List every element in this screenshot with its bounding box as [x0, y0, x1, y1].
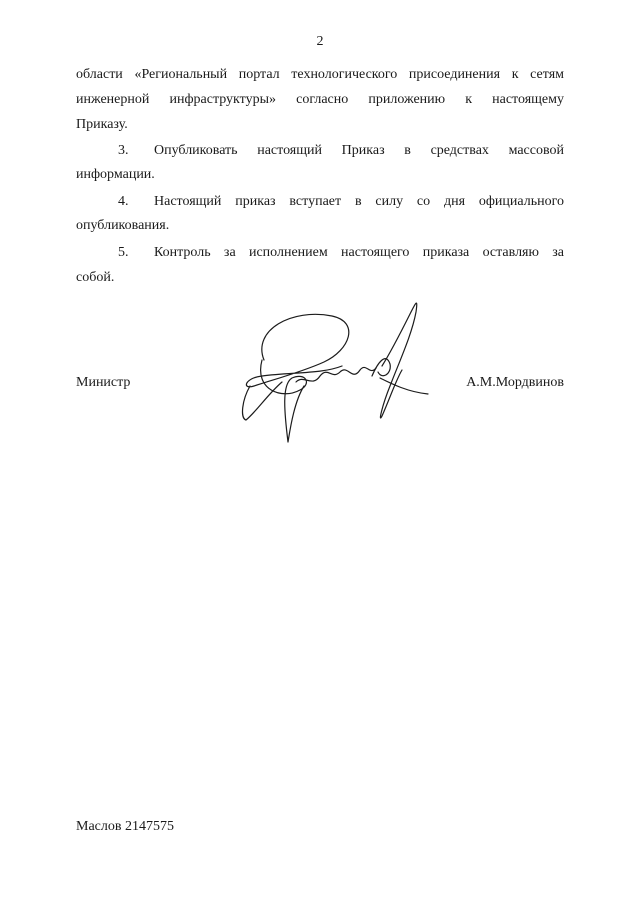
item-number: 5.: [118, 245, 129, 260]
page-number: 2: [316, 34, 324, 49]
item-5-continuation: собой.: [76, 270, 115, 285]
item-text: Настоящий приказ вступает в силу со дня официального: [154, 194, 564, 209]
handwritten-signature: [232, 290, 432, 460]
signatory-title: Министр: [76, 375, 131, 390]
intro-line-3: Приказу.: [76, 117, 128, 132]
signatory-name: А.М.Мордвинов: [466, 375, 564, 390]
intro-line-2: инженерной инфраструктуры» согласно приложению к настоящему: [76, 92, 564, 107]
item-3-continuation: информации.: [76, 167, 155, 182]
list-item-5: [76, 244, 564, 262]
list-item-4: [76, 193, 564, 211]
item-text: Контроль за исполнением настоящего приказа оставляю за: [154, 245, 564, 260]
item-text: Опубликовать настоящий Приказ в средствах массовой: [154, 143, 564, 158]
item-number: 3.: [118, 143, 129, 158]
list-item-3: [76, 142, 564, 160]
intro-line-1: области «Региональный портал технологического присоединения к сетям: [76, 67, 564, 82]
item-number: 4.: [118, 194, 129, 209]
item-4-continuation: опубликования.: [76, 218, 170, 233]
footer-author-id: Маслов 2147575: [76, 819, 174, 834]
